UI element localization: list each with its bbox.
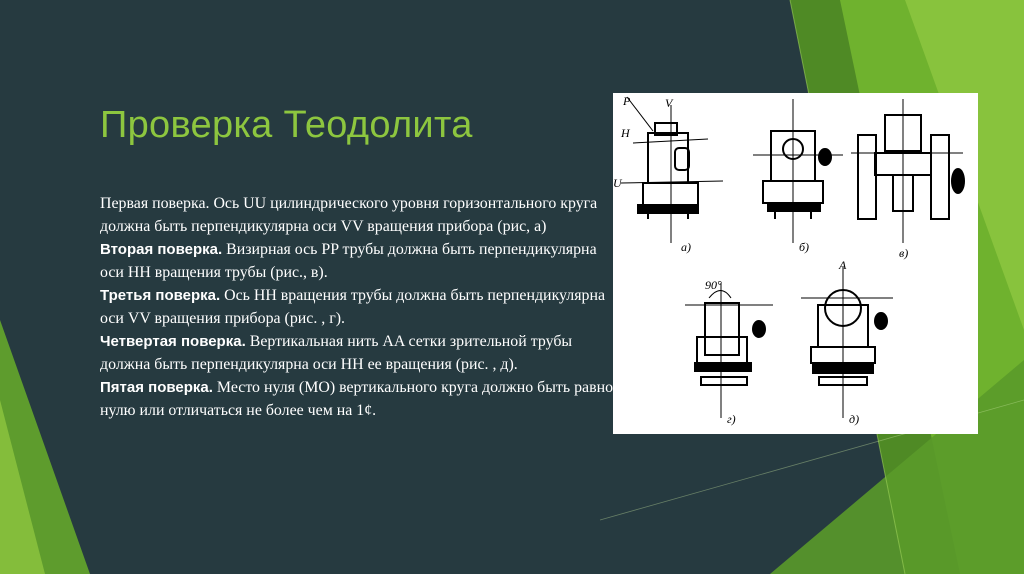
label-figure-c: в) bbox=[899, 246, 909, 260]
label-figure-d: г) bbox=[727, 412, 736, 426]
label-figure-b: б) bbox=[799, 240, 810, 254]
theodolite-drawings bbox=[613, 93, 978, 434]
theodolite-figure-a bbox=[621, 97, 723, 243]
label-u-axis: U bbox=[613, 176, 622, 190]
theodolite-figure-c bbox=[851, 99, 964, 243]
label-v-axis: V bbox=[665, 96, 673, 110]
paragraph-fourth-check: Четвертая поверка. Вертикальная нить AA сетки зрительной трубы должна быть перпендикулярна оси HH ее вращения (рис. , д). bbox=[100, 333, 573, 373]
theodolite-diagram bbox=[613, 93, 978, 434]
paragraph-second-check: Вторая поверка. Визирная ось PP трубы должна быть перпендикулярна оси HH вращения трубы (рис., в). bbox=[100, 241, 597, 281]
label-h-axis: H bbox=[621, 126, 630, 140]
slide-title: Проверка Теодолита bbox=[100, 104, 473, 146]
slide-body bbox=[100, 192, 615, 422]
label-a-axis: A bbox=[839, 258, 847, 272]
paragraph-first-check: Первая поверка. Ось UU цилиндрического уровня горизонтального круга должна быть перпендикулярна оси VV вращения прибора (рис, а) bbox=[100, 195, 598, 235]
theodolite-figure-d bbox=[685, 283, 773, 418]
label-p-axis: P bbox=[623, 94, 631, 108]
label-figure-a: а) bbox=[681, 240, 691, 254]
paragraph-fifth-check: Пятая поверка. Место нуля (МО) вертикального круга должно быть равно нулю или отличаться не более чем на 1¢. bbox=[100, 379, 614, 419]
theodolite-figure-b bbox=[753, 99, 843, 243]
theodolite-figure-e bbox=[801, 267, 893, 418]
label-right-angle: 90° bbox=[705, 278, 722, 292]
label-figure-e: д) bbox=[849, 412, 860, 426]
paragraph-third-check: Третья поверка. Ось HH вращения трубы должна быть перпендикулярна оси VV вращения прибора (рис. , г). bbox=[100, 287, 606, 327]
